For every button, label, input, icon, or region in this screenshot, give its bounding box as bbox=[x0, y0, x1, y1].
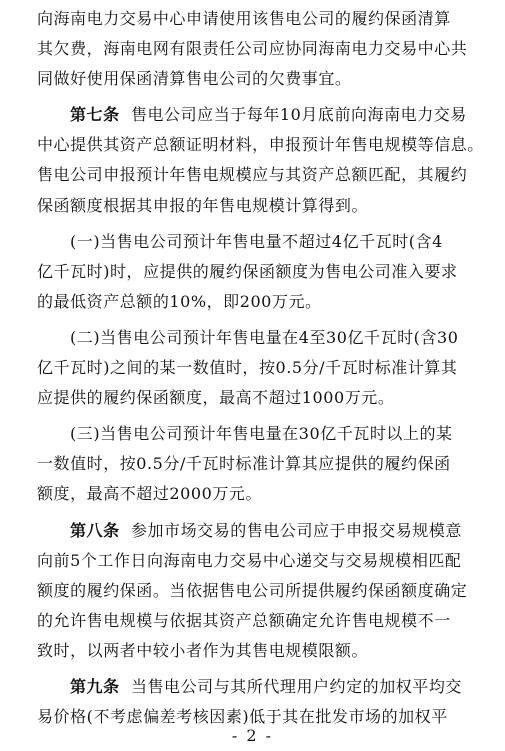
text-line: (一)当售电公司预计年售电量不超过4亿千瓦时(含4 bbox=[70, 231, 443, 251]
text-line: 的允许售电规模与依据其资产总额确定允许售电规模不一 bbox=[37, 610, 451, 630]
article-9-text: 当售电公司与其所代理用户约定的加权平均交 bbox=[130, 676, 462, 696]
text-line: 亿千瓦时)之间的某一数值时，按0.5分/千瓦时标准计算其 bbox=[37, 358, 458, 378]
text-line: 其欠费，海南电网有限责任公司应协同海南电力交易中心共 bbox=[37, 39, 468, 59]
text-line bbox=[37, 516, 468, 546]
article-7-heading: 第七条 bbox=[70, 105, 120, 125]
item-1 bbox=[37, 227, 468, 317]
text-line: (二)当售电公司预计年售电量在4至30亿千瓦时(含30 bbox=[70, 327, 459, 347]
item-3 bbox=[37, 419, 468, 509]
text-line: 易价格(不考虑偏差考核因素)低于其在批发市场的加权平 bbox=[37, 707, 448, 727]
text-line: 致时，以两者中较小者作为其售电规模限额。 bbox=[37, 640, 369, 660]
text-line: 向前5个工作日向海南电力交易中心递交与交易规模相匹配 bbox=[37, 550, 462, 570]
text-line: 售电公司申报预计年售电规模应与其资产总额匹配，其履约 bbox=[37, 165, 468, 185]
article-9 bbox=[37, 672, 468, 732]
text-line: 额度的履约保函。当依据售电公司所提供履约保函额度确定 bbox=[37, 580, 468, 600]
article-8 bbox=[37, 516, 468, 666]
text-line: 向海南电力交易中心申请使用该售电公司的履约保函清算 bbox=[37, 9, 451, 28]
text-line: 同做好使用保函清算售电公司的欠费事宜。 bbox=[37, 69, 352, 89]
article-8-heading: 第八条 bbox=[70, 520, 120, 540]
text-line bbox=[37, 100, 468, 130]
article-7-text: 售电公司应当于每年10月底前向海南电力交易 bbox=[130, 105, 467, 125]
text-line: 保函额度根据其申报的年售电规模计算得到。 bbox=[37, 195, 369, 215]
text-line: 亿千瓦时)时，应提供的履约保函额度为售电公司准入要求 bbox=[37, 261, 458, 281]
text-line: 中心提供其资产总额证明材料，申报预计年售电规模等信息。 bbox=[37, 135, 484, 155]
page-number: - 2 - bbox=[231, 726, 274, 745]
text-line: 的最低资产总额的10%，即200万元。 bbox=[37, 291, 322, 311]
item-2 bbox=[37, 323, 468, 413]
text-line bbox=[37, 672, 468, 702]
article-7 bbox=[37, 100, 484, 220]
text-line: 应提供的履约保函额度，最高不超过1000万元。 bbox=[37, 388, 395, 408]
article-9-heading: 第九条 bbox=[70, 676, 120, 696]
article-8-text: 参加市场交易的售电公司应于申报交易规模意 bbox=[130, 520, 462, 540]
text-line: (三)当售电公司预计年售电量在30亿千瓦时以上的某 bbox=[70, 424, 453, 444]
text-line: 额度，最高不超过2000万元。 bbox=[37, 484, 262, 504]
text-line: 一数值时，按0.5分/千瓦时标准计算其应提供的履约保函 bbox=[37, 454, 451, 474]
paragraph-continuation bbox=[37, 4, 468, 94]
